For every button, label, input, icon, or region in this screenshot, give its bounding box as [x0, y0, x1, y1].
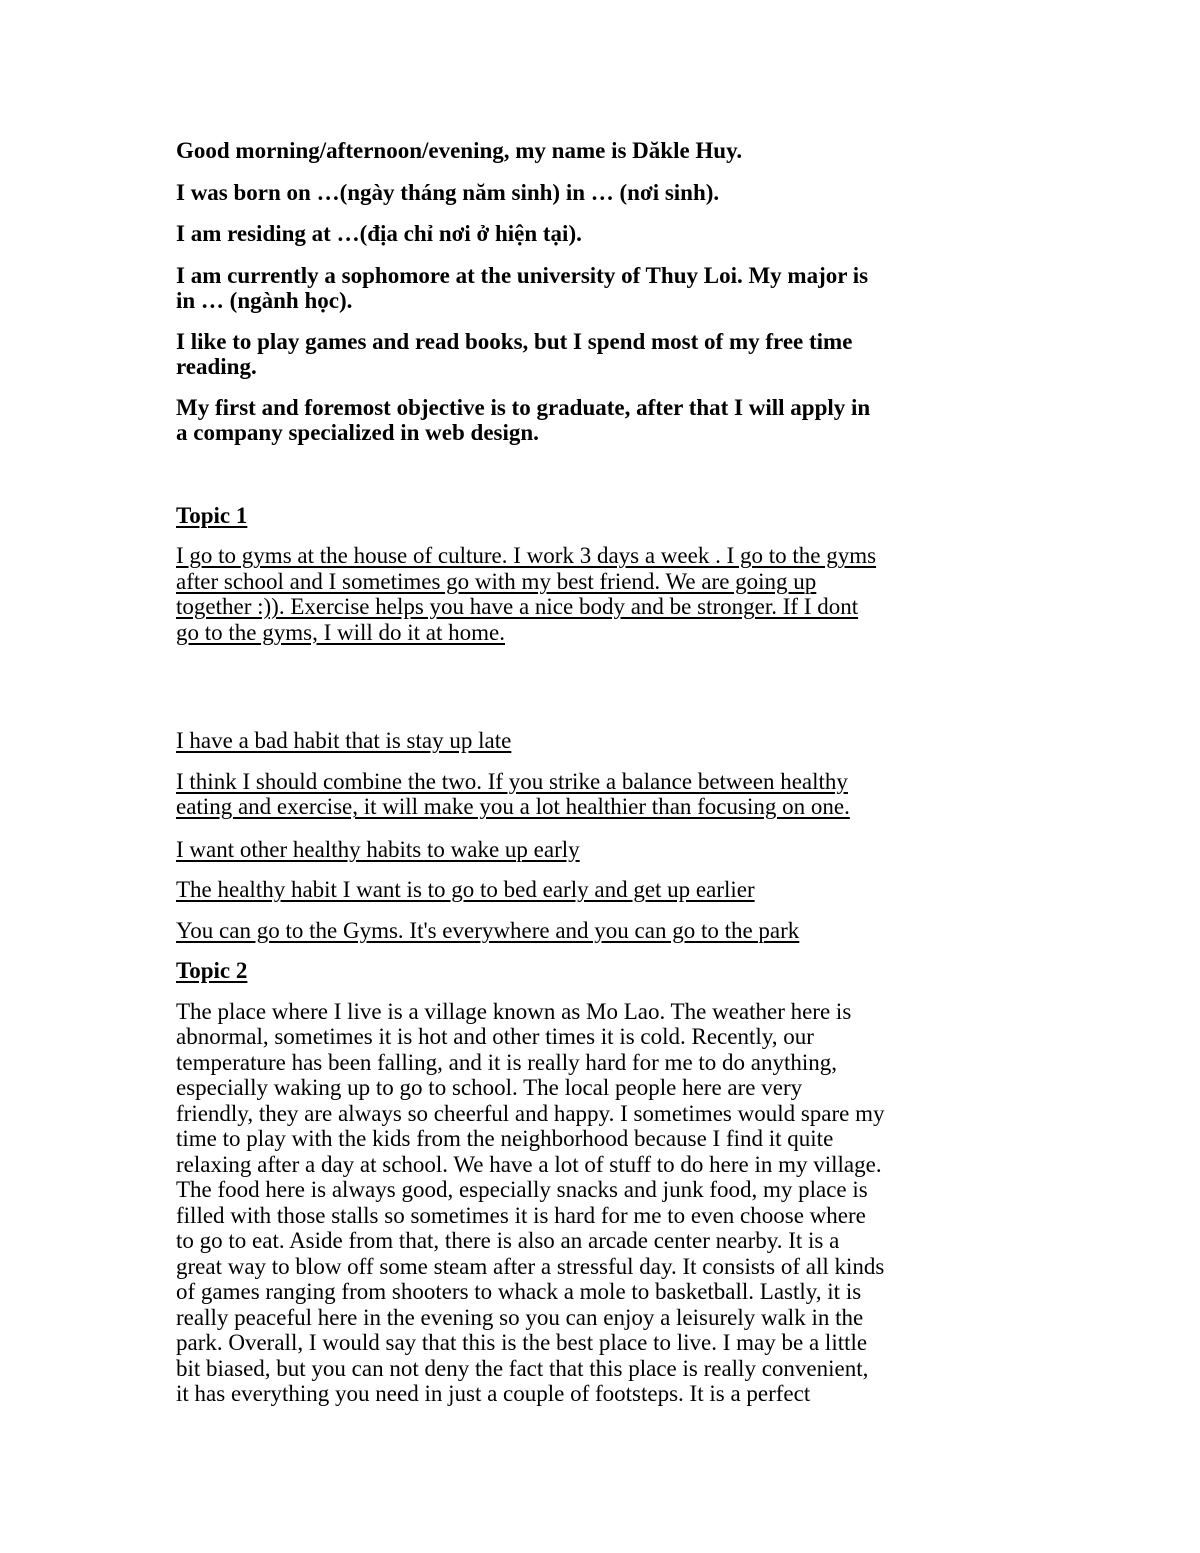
topic2-heading: Topic 2 [176, 958, 248, 983]
topic1-bad-habit: I have a bad habit that is stay up late [176, 728, 512, 753]
topic2-paragraph: The place where I live is a village known as Mo Lao. The weather here is abnormal, sometimes it is hot and other times it is cold. Recently, our temperature has been falling, and it is really hard for me to do anything, especially waking up to go to school. The local people here are very friendly, they are always so cheerful and happy. I sometimes would spare my time to play with the kids from the neighborhood because I find it quite relaxing after a day at school. We have a lot of stuff to do here in my village. The food here is always good, especially snacks and junk food, my place is filled with those stalls so sometimes it is hard for me to even choose where to go to eat. Aside from that, there is also an arcade center nearby. It is a great way to blow off some steam after a stressful day. It consists of all kinds of games ranging from shooters to whack a mole to basketball. Lastly, it is really peaceful here in the evening so you can enjoy a leisurely walk in the park. Overall, I would say that this is the best place to live. I may be a little bit biased, but you can not deny the fact that this place is really convenient, it has everything you need in just a couple of footsteps. It is a perfect [176, 998, 885, 1406]
topic1-gym-paragraph: I go to gyms at the house of culture. I work 3 days a week . I go to the gyms after school and I sometimes go with my best friend. We are going up together :)). Exercise helps you have a nice body and be stronger. If I dont go to the gyms, I will do it at home. [176, 543, 877, 645]
topic1-combine: I think I should combine the two. If you strike a balance between healthy eating and exercise, it will make you a lot healthier than focusing on one. [176, 768, 850, 819]
topic1-healthy-habit: The healthy habit I want is to go to bed early and get up earlier [176, 877, 755, 902]
intro-hobbies: I like to play games and read books, but I spend most of my free time reading. [176, 328, 853, 379]
topic1-gyms-everywhere: You can go to the Gyms. It's everywhere and you can go to the park [176, 917, 800, 943]
intro-study: I am currently a sophomore at the university of Thuy Loi. My major is in … (ngành học). [176, 262, 869, 313]
topic1-heading: Topic 1 [176, 502, 248, 528]
intro-residing: I am residing at …(địa chỉ nơi ở hiện tại). [176, 221, 582, 246]
document-body [176, 138, 1026, 1407]
intro-greeting: Good morning/afternoon/evening, my name is Dăkle Huy. [176, 138, 743, 163]
intro-born: I was born on …(ngày tháng năm sinh) in … (nơi sinh). [176, 179, 720, 205]
topic1-other-habits: I want other healthy habits to wake up early [176, 836, 580, 862]
intro-objective: My first and foremost objective is to graduate, after that I will apply in a company specialized in web design. [176, 394, 871, 445]
